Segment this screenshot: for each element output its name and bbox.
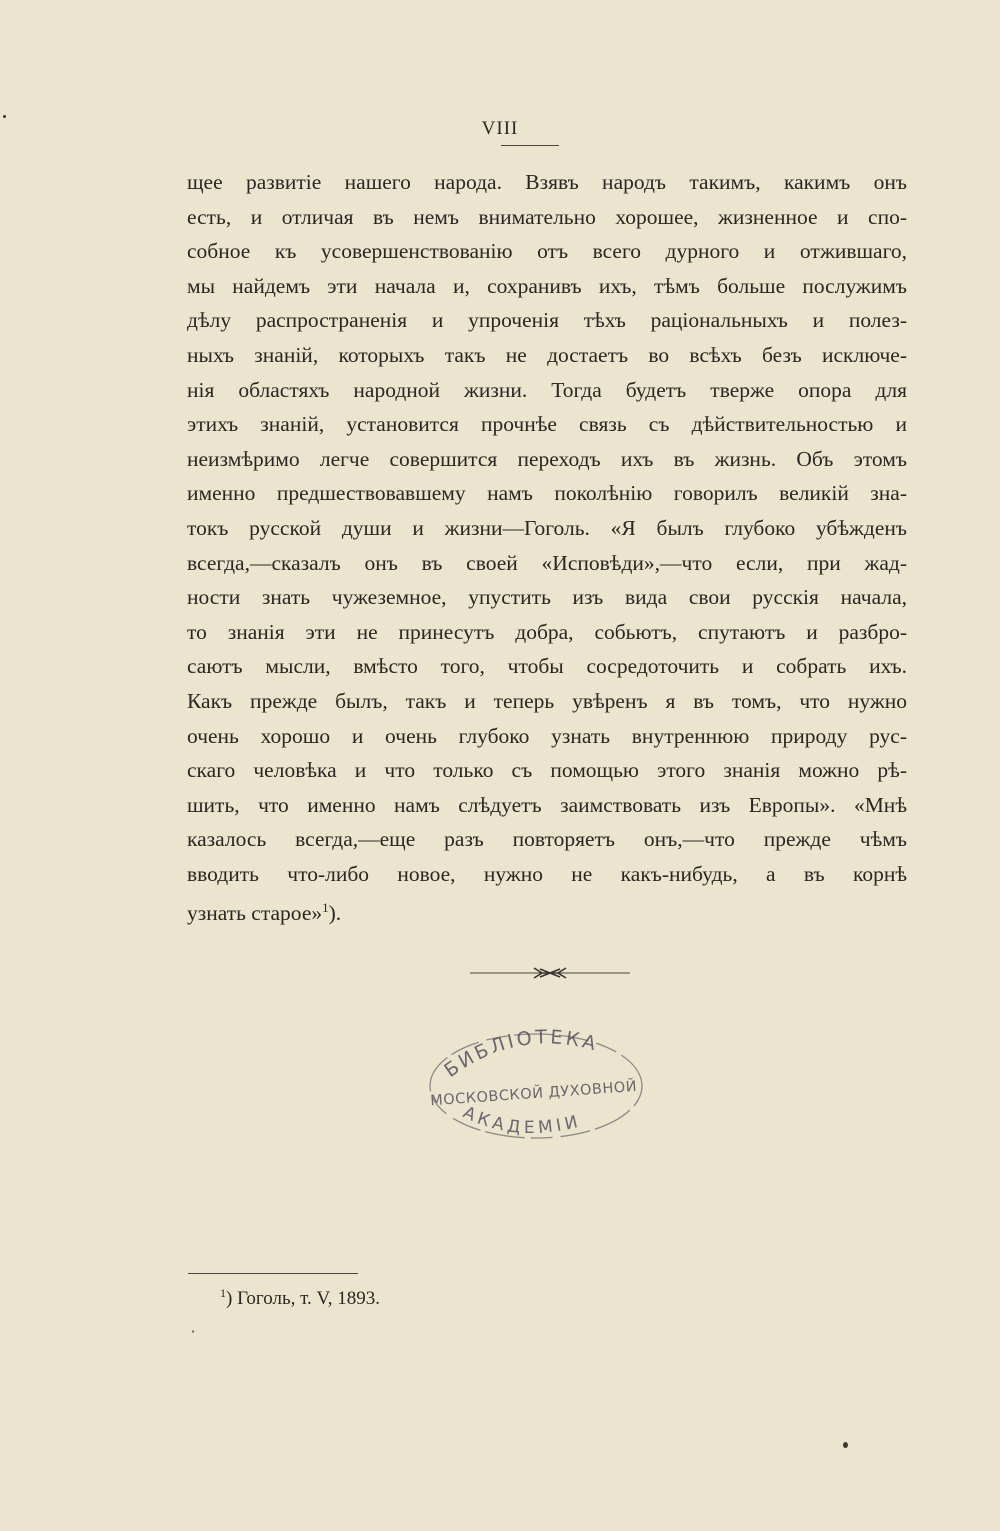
footnote-rule [188, 1273, 358, 1274]
text-line: вводить что-либо новое, нужно не какъ-нибудь, а въ корнѣ [187, 861, 907, 886]
library-stamp [420, 1020, 650, 1150]
stamp-line-1: БИБЛІОТЕКА [440, 1026, 601, 1082]
text-line: дѣлу распространенія и упроченія тѣхъ раціональныхъ и полез- [187, 308, 907, 333]
ink-speck [192, 1330, 194, 1333]
footnote-text: ) Гоголь, т. V, 1893. [226, 1288, 381, 1309]
text-line: мы найдемъ эти начала и, сохранивъ ихъ, тѣмъ больше послужимъ [187, 273, 907, 298]
text-line: очень хорошо и очень глубоко узнать внутреннюю природу рус- [187, 723, 907, 748]
text-line: то знанія эти не принесутъ добра, собьютъ, спутаютъ и разбро- [187, 619, 907, 644]
text-line: всегда,—сказалъ онъ въ своей «Исповѣди»,—что если, при жад- [187, 550, 907, 575]
ink-speck [843, 1442, 848, 1448]
text-line: саютъ мысли, вмѣсто того, чтобы сосредоточить и собрать ихъ. [187, 654, 907, 679]
text-line: ности знать чужеземное, упустить изъ вида свои русскія начала, [187, 585, 907, 610]
text-line: казалось всегда,—еще разъ повторяетъ онъ,—что прежде чѣмъ [187, 827, 907, 852]
footnote-reference: 1 [322, 900, 329, 916]
stamp-line-3: АКАДЕМІИ [459, 1102, 584, 1139]
text-line: ныхъ знаній, которыхъ такъ не достаетъ во всѣхъ безъ исключе- [187, 342, 907, 367]
ink-speck [3, 115, 6, 118]
text-line: именно предшествовавшему намъ поколѣнію говорилъ великій зна- [187, 481, 907, 506]
footnote-marker: 1 [220, 1286, 226, 1300]
text-line: есть, и отличая въ немъ внимательно хорошее, жизненное и спо- [187, 204, 907, 229]
text-line: Какъ прежде былъ, такъ и теперь увѣренъ я въ томъ, что нужно [187, 688, 907, 713]
body-text [187, 165, 907, 926]
text-line: собное къ усовершенствованію отъ всего дурного и отжившаго, [187, 239, 907, 264]
header-rule [501, 145, 559, 146]
last-line-text: узнать старое» [187, 901, 323, 926]
footnote [220, 1288, 380, 1310]
text-line: скаго человѣка и что только съ помощью этого знанія можно рѣ- [187, 758, 907, 783]
svg-text:АКАДЕМІИ [460, 1103, 584, 1139]
text-line: этихъ знаній, установится прочнѣе связь съ дѣйствительностью и [187, 412, 907, 437]
svg-text:БИБЛІОТЕКА [440, 1026, 601, 1082]
section-end-ornament [470, 965, 630, 981]
text-line: нія областяхъ народной жизни. Тогда будетъ тверже опора для [187, 377, 907, 402]
text-line: токъ русской души и жизни—Гоголь. «Я былъ глубоко убѣжденъ [187, 515, 907, 540]
stamp-line-2: МОСКОВСКОЙ ДУХОВНОЙ [429, 1078, 638, 1110]
text-line: щее развитіе нашего народа. Взявъ народъ такимъ, какимъ онъ [187, 170, 907, 194]
page-number: VIII [481, 118, 519, 139]
text-line: неизмѣримо легче совершится переходъ ихъ въ жизнь. Объ этомъ [187, 446, 907, 471]
text-line-last [187, 891, 907, 926]
last-line-tail: ). [328, 901, 342, 926]
text-line: шить, что именно намъ слѣдуетъ заимствовать изъ Европы». «Мнѣ [187, 792, 907, 817]
